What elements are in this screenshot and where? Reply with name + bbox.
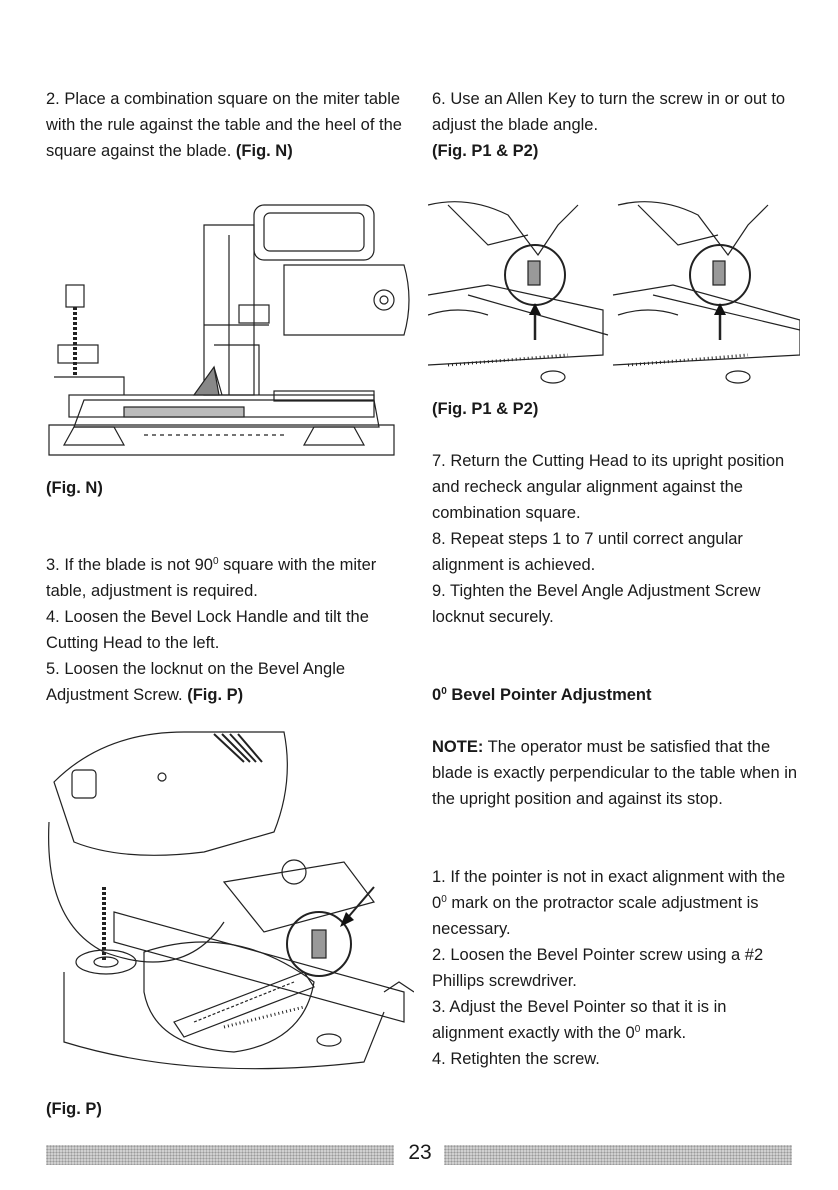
page-number: 23	[408, 1141, 432, 1164]
step-3	[46, 552, 416, 604]
figure-p1-p2-illustration	[428, 195, 800, 385]
step-6-paragraph	[432, 86, 802, 164]
step-5-text: 5. Loosen the locknut on the Bevel Angle Adjustment Screw.	[46, 660, 346, 704]
steps-3-5-block	[46, 552, 416, 708]
degree-superscript: 0	[441, 894, 447, 905]
step-6-fig-ref: (Fig. P1 & P2)	[432, 142, 539, 160]
fig-p-caption: (Fig. P)	[46, 1100, 102, 1118]
pointer-step-1	[432, 864, 802, 942]
footer-bar-right	[444, 1145, 792, 1165]
note-label: NOTE:	[432, 738, 484, 756]
step-5-fig-ref: (Fig. P)	[187, 686, 244, 704]
pointer-steps-block	[432, 864, 802, 1072]
degree-superscript: 0	[634, 1024, 641, 1035]
pointer-step-4: 4. Retighten the screw.	[432, 1050, 600, 1068]
footer-bar-left	[46, 1145, 394, 1165]
step-3-text-a: 3. If the blade is not 90	[46, 556, 213, 574]
heading-text: Bevel Pointer Adjustment	[446, 686, 652, 704]
section-heading-bevel-pointer	[432, 682, 802, 708]
step-6-text: 6. Use an Allen Key to turn the screw in or out to adjust the blade angle.	[432, 90, 786, 134]
pointer-step-3-text-a: 3. Adjust the Bevel Pointer so that it is in alignment exactly with the 0	[432, 998, 727, 1042]
steps-7-9-block	[432, 448, 802, 630]
heading-degree-superscript: 0	[441, 686, 447, 697]
step-7: 7. Return the Cutting Head to its upright position and recheck angular alignment against the combination square.	[432, 452, 785, 522]
note-text: The operator must be satisfied that the blade is exactly perpendicular to the table when in the upright position and against its stop.	[432, 738, 798, 808]
step-2-text: 2. Place a combination square on the miter table with the rule against the table and the heel of the square against the blade.	[46, 90, 402, 160]
figure-p-bevel-screw-illustration	[44, 722, 414, 1082]
note-paragraph	[432, 734, 802, 812]
degree-superscript: 0	[212, 556, 219, 567]
step-5	[46, 656, 416, 708]
pointer-step-1-text-a: 1. If the pointer is not in exact alignment with the 0	[432, 868, 786, 912]
pointer-step-2: 2. Loosen the Bevel Pointer screw using a #2 Phillips screwdriver.	[432, 946, 764, 990]
pointer-step-1-text-b: mark on the protractor scale adjustment is necessary.	[432, 894, 759, 938]
step-3-text-b: square with the miter table, adjustment is required.	[46, 556, 377, 600]
fig-n-caption: (Fig. N)	[46, 479, 103, 497]
step-4: 4. Loosen the Bevel Lock Handle and tilt the Cutting Head to the left.	[46, 608, 369, 652]
fig-p1-p2-caption: (Fig. P1 & P2)	[432, 400, 539, 418]
heading-number: 0	[432, 686, 442, 704]
step-8: 8. Repeat steps 1 to 7 until correct angular alignment is achieved.	[432, 530, 743, 574]
step-2-fig-ref: (Fig. N)	[235, 142, 293, 160]
pointer-step-3-text-b: mark.	[640, 1024, 687, 1042]
pointer-step-3	[432, 994, 802, 1046]
step-2-paragraph	[46, 86, 411, 164]
step-9: 9. Tighten the Bevel Angle Adjustment Screw locknut securely.	[432, 582, 761, 626]
figure-n-miter-saw-illustration	[44, 195, 414, 465]
